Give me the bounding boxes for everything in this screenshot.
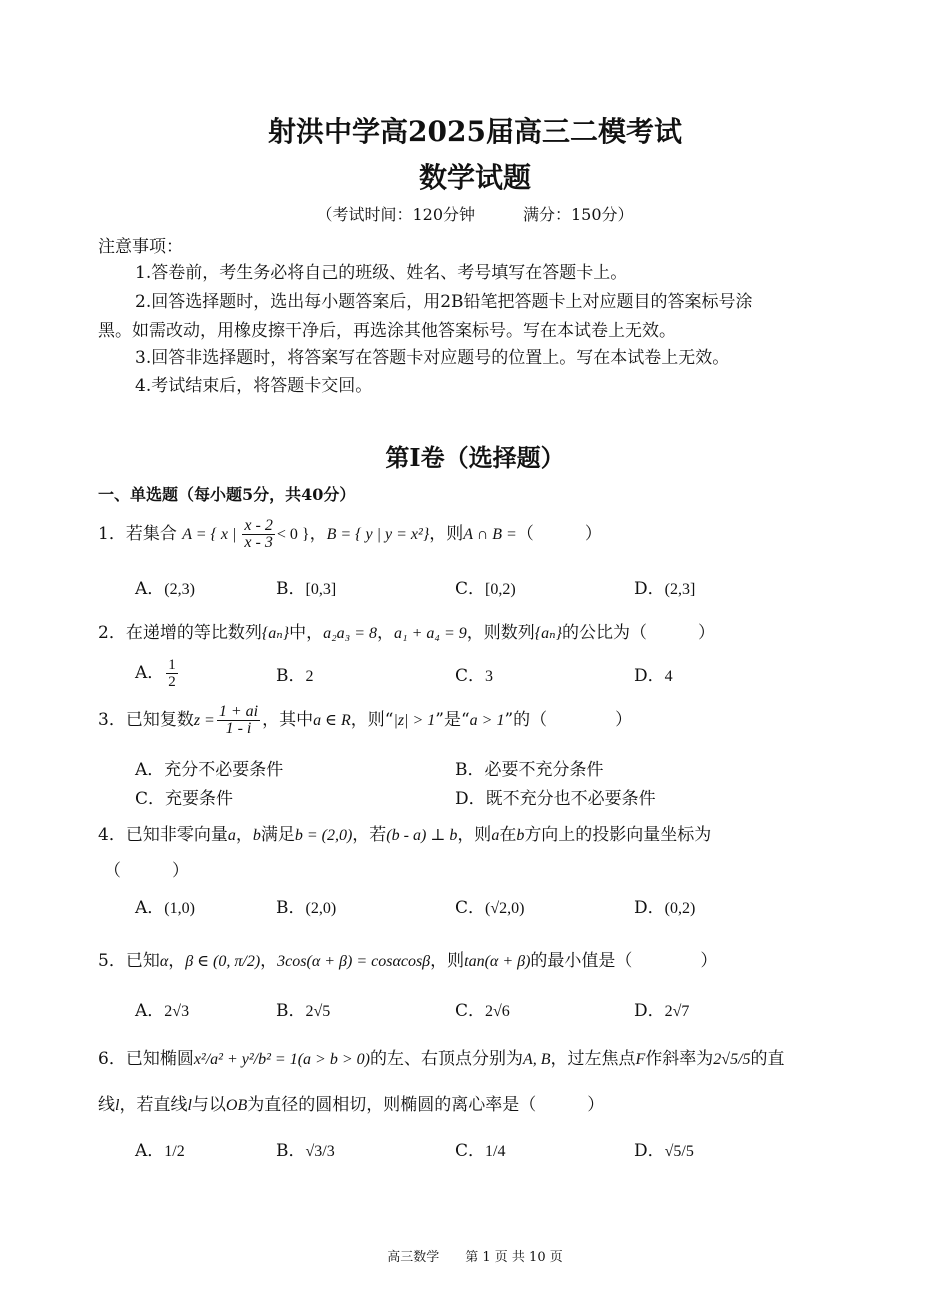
page-footer: 高三数学 第 1 页 共 10 页 bbox=[387, 1250, 563, 1265]
option-c: C．(√2,0) bbox=[455, 898, 525, 918]
question-3: 3．已知复数z = $\frac{1 + ai}{1 - i}$ ，其中a ∈ R，则“|z| > 1”是“a > 1”的（ ） bbox=[98, 703, 633, 737]
part-title: 第I卷（选择题） bbox=[385, 443, 565, 472]
option-b: B．必要不充分条件 bbox=[455, 760, 604, 780]
question-6-cont: 线l，若直线l与以OB为直径的圆相切，则椭圆的离心率是（ ） bbox=[98, 1095, 605, 1115]
question-4: 4．已知非零向量a，b满足b = (2,0)，若(b - a) ⊥ b，则a在b方向上的投影向量坐标为 bbox=[98, 825, 712, 845]
option-a: A．2√3 bbox=[135, 1001, 190, 1021]
option-b: B．√3/3 bbox=[276, 1141, 335, 1161]
option-c: C．充要条件 bbox=[135, 789, 234, 809]
section-heading: 一、单选题（每小题5分，共40分） bbox=[98, 485, 356, 504]
option-d: D．既不充分也不必要条件 bbox=[455, 789, 656, 809]
question-2: 2．在递增的等比数列{aₙ}中，a₂a₃ = 8，a₁ + a₄ = 9，则数列{aₙ}的公比为（ ） bbox=[98, 623, 716, 643]
note-item: 4.考试结束后，将答题卡交回。 bbox=[135, 376, 373, 396]
option-d: D．(2,3] bbox=[634, 579, 696, 599]
option-a: A．1/2 bbox=[135, 1141, 185, 1161]
note-item: 3.回答非选择题时，将答案写在答题卡对应题号的位置上。写在本试卷上无效。 bbox=[135, 348, 730, 368]
option-a: A． $\frac{1}{2}$ bbox=[135, 657, 176, 690]
option-c: C．3 bbox=[455, 666, 494, 686]
question-5: 5．已知α，β ∈ (0, π/2)，3cos(α + β) = cosαcosβ，则tan(α + β)的最小值是（ ） bbox=[98, 951, 718, 971]
question-1: 1．若集合 A = { x | $\frac{x - 2}{x - 3}$ < 0 }，B = { y | y = x²}，则A ∩ B =（ ） bbox=[98, 517, 602, 551]
option-d: D．(0,2) bbox=[634, 898, 696, 918]
option-a: A．充分不必要条件 bbox=[135, 760, 284, 780]
option-c: C．2√6 bbox=[455, 1001, 510, 1021]
option-b: B．[0,3] bbox=[276, 579, 337, 599]
option-c: C．[0,2) bbox=[455, 579, 516, 599]
question-6: 6．已知椭圆x²/a² + y²/b² = 1(a > b > 0)的左、右顶点分别为A, B，过左焦点F作斜率为2√5/5的直 bbox=[98, 1049, 785, 1069]
exam-title: 射洪中学高2025届高三二模考试 bbox=[268, 115, 682, 148]
option-d: D．√5/5 bbox=[634, 1141, 694, 1161]
option-b: B．2 bbox=[276, 666, 314, 686]
note-item: 1.答卷前，考生务必将自己的班级、姓名、考号填写在答题卡上。 bbox=[135, 263, 628, 283]
option-a: A．(1,0) bbox=[135, 898, 195, 918]
exam-info: （考试时间：120分钟 满分：150分） bbox=[316, 205, 634, 224]
notes-heading: 注意事项： bbox=[98, 237, 183, 257]
option-b: B．2√5 bbox=[276, 1001, 331, 1021]
note-item: 2.回答选择题时，选出每小题答案后，用2B铅笔把答题卡上对应题目的答案标号涂 bbox=[135, 292, 753, 312]
option-d: D．2√7 bbox=[634, 1001, 690, 1021]
option-b: B．(2,0) bbox=[276, 898, 337, 918]
option-d: D．4 bbox=[634, 666, 673, 686]
option-c: C．1/4 bbox=[455, 1141, 506, 1161]
option-a: A．(2,3) bbox=[135, 579, 195, 599]
subject-title: 数学试题 bbox=[418, 161, 531, 194]
note-item: 黑。如需改动，用橡皮擦干净后，再选涂其他答案标号。写在本试卷上无效。 bbox=[98, 321, 676, 341]
answer-paren: （ ） bbox=[104, 861, 189, 881]
